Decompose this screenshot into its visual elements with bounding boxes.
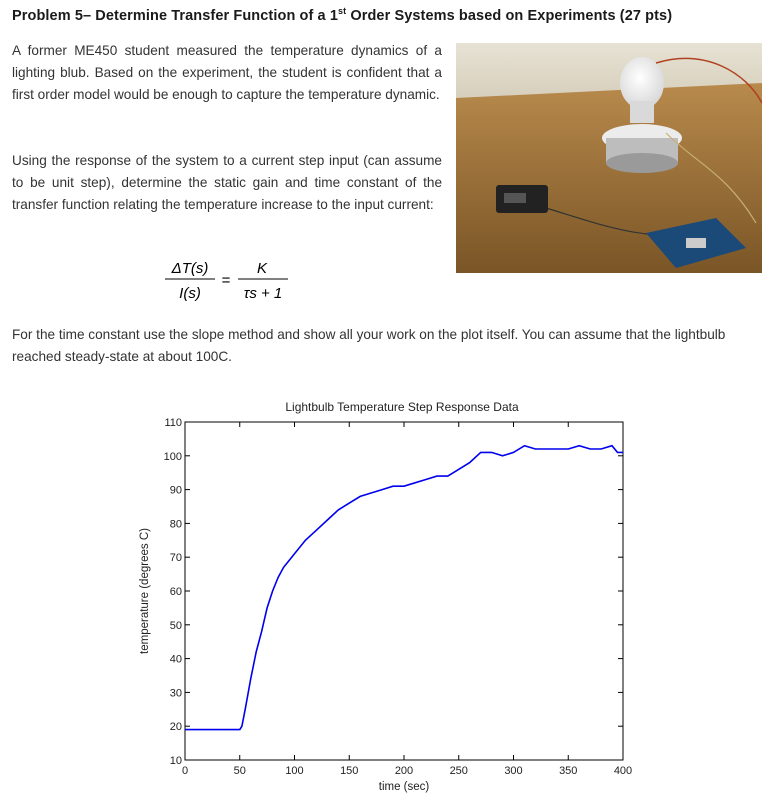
problem-title: Problem 5– Determine Transfer Function of a 1st Order Systems based on Experiments (27 pts) (12, 6, 673, 24)
transfer-function-equation (150, 256, 310, 306)
y-tick-label: 60 (169, 586, 182, 598)
x-tick-label: 0 (181, 765, 189, 777)
x-axis-label: time (sec) (378, 781, 430, 793)
y-tick-label: 80 (169, 518, 182, 531)
x-tick-label: 150 (340, 765, 359, 777)
y-tick-label: 20 (169, 721, 182, 734)
y-tick-label: 110 (164, 417, 182, 429)
x-tick-label: 250 (449, 765, 468, 777)
y-tick-label: 40 (169, 653, 182, 666)
plot-frame (185, 422, 623, 760)
step-response-plot (0, 390, 768, 805)
task-paragraph: Using the response of the system to a current step input (can assume to be unit step), determine the static gain and time constant of the transfer function relating the temperature increase to the input current: (12, 153, 442, 212)
x-tick-label: 300 (504, 765, 523, 777)
y-tick-label: 30 (169, 687, 182, 700)
x-tick-label: 50 (233, 765, 246, 777)
y-tick-label: 90 (169, 484, 182, 497)
y-tick-label: 10 (169, 755, 182, 767)
eq-equals: = (221, 272, 231, 289)
x-tick-label: 350 (559, 765, 578, 777)
eq-lhs-numerator: ΔT(s) (171, 260, 209, 277)
y-tick-label: 70 (169, 552, 182, 565)
y-tick-label: 100 (163, 450, 182, 463)
chart-title: Lightbulb Temperature Step Response Data (285, 400, 519, 414)
experiment-photo (456, 43, 762, 273)
x-tick-label: 200 (394, 765, 414, 777)
x-tick-label: 100 (285, 765, 304, 777)
temperature-series-line (185, 446, 623, 730)
eq-rhs-numerator: K (256, 260, 268, 277)
instructions-paragraph: For the time constant use the slope method and show all your work on the plot itself. You can assume that the lightbulb reached steady-state at about 100C. (12, 327, 726, 364)
intro-paragraph: A former ME450 student measured the temperature dynamics of a lighting blub. Based on the experiment, the student is confident that a first order model would be enough to capture the temperature dynamic. (12, 43, 442, 102)
x-tick-label: 400 (613, 765, 633, 777)
y-tick-label: 50 (169, 619, 182, 632)
eq-rhs-denominator: τs + 1 (243, 285, 283, 302)
eq-lhs-denominator: I(s) (179, 285, 201, 302)
y-axis-label: temperature (degrees C) (139, 528, 151, 654)
